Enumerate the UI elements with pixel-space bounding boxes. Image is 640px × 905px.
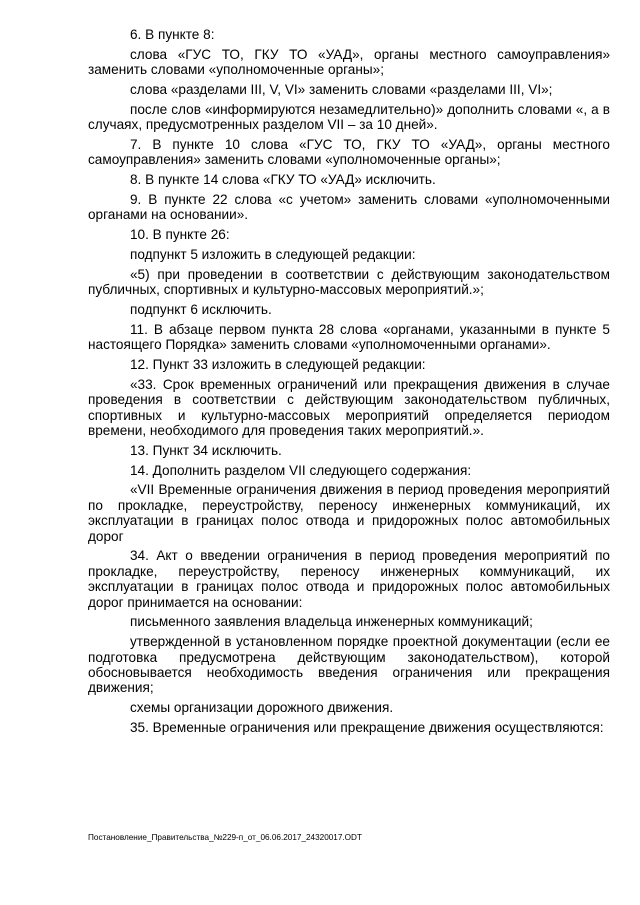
document-footer: Постановление_Правительства_№229-п_от_06.06.2017_24320017.ODT: [88, 833, 362, 842]
paragraph-item-14: 14. Дополнить разделом VII следующего содержания:: [130, 462, 472, 478]
paragraph-item-11: 11. В абзаце первом пункта 28 слова «органами, указанными в пункте 5 настоящего Порядка» заменить словами «уполномоченными органами».: [88, 321, 610, 353]
paragraph-item-6-sections: слова «разделами III, V, VI» заменить словами «разделами III, VI»;: [130, 82, 553, 97]
paragraph-item-7: 7. В пункте 10 слова «ГУС ТО, ГКУ ТО «УАД», органы местного самоуправления» заменить словами «уполномоченные органы»;: [88, 137, 610, 168]
paragraph-subitem-6: подпункт 6 исключить.: [130, 302, 272, 317]
paragraph-subitem-5-text: «5) при проведении в соответствии с действующим законодательством публичных, спортивных и культурно-массовых мероприятий.»;: [88, 266, 610, 298]
paragraph-basis-application: письменного заявления владельца инженерных коммуникаций;: [130, 614, 533, 630]
paragraph-subitem-5-intro: подпункт 5 изложить в следующей редакции:: [130, 247, 416, 262]
paragraph-item-12: 12. Пункт 33 изложить в следующей редакции:: [130, 357, 426, 372]
paragraph-item-8: 8. В пункте 14 слова «ГКУ ТО «УАД» исключить.: [130, 172, 436, 188]
paragraph-item-13: 13. Пункт 34 исключить.: [130, 442, 282, 458]
paragraph-item-6-after-words: после слов «информируются незамедлительно)» дополнить словами «, а в случаях, предусмотренных разделом VII – за 10 дней».: [88, 101, 610, 133]
paragraph-item-10: 10. В пункте 26:: [130, 227, 230, 243]
paragraph-basis-scheme: схемы организации дорожного движения.: [130, 700, 394, 716]
paragraph-item-34: 34. Акт о введении ограничения в период проведения мероприятий по прокладке, переустройству, переносу инженерных коммуникаций, их эксплуатации в границах полос отвода и придорожных полос автомобильных дорог принимается на основании:: [88, 548, 610, 610]
paragraph-item-6: 6. В пункте 8:: [130, 27, 215, 42]
section-vii-title: «VII Временные ограничения движения в период проведения мероприятий по прокладке, переустройству, переносу инженерных коммуникаций, их эксплуатации в границах полос отвода и придорожных полос автомобильных дорог: [88, 482, 610, 544]
paragraph-item-33-text: «33. Срок временных ограничений или прекращения движения в случае проведения в соответствии с действующим законодательством публичных, спортивных и культурно-массовых мероприятий определяется периодом времени, необходимого для проведения таких мероприятий.».: [88, 376, 610, 439]
paragraph-item-9: 9. В пункте 22 слова «с учетом» заменить словами «уполномоченными органами на основании».: [88, 192, 610, 223]
paragraph-item-35: 35. Временные ограничения или прекращение движения осуществляются:: [130, 720, 604, 736]
paragraph-item-6-words: слова «ГУС ТО, ГКУ ТО «УАД», органы местного самоуправления» заменить словами «уполномоченные органы»;: [88, 46, 610, 78]
document-body: [88, 27, 610, 740]
paragraph-basis-project: утвержденной в установленном порядке проектной документации (если ее подготовка предусмотрена действующим законодательством), которой обосновывается необходимость введения ограничения или прекращения движения;: [88, 634, 610, 696]
